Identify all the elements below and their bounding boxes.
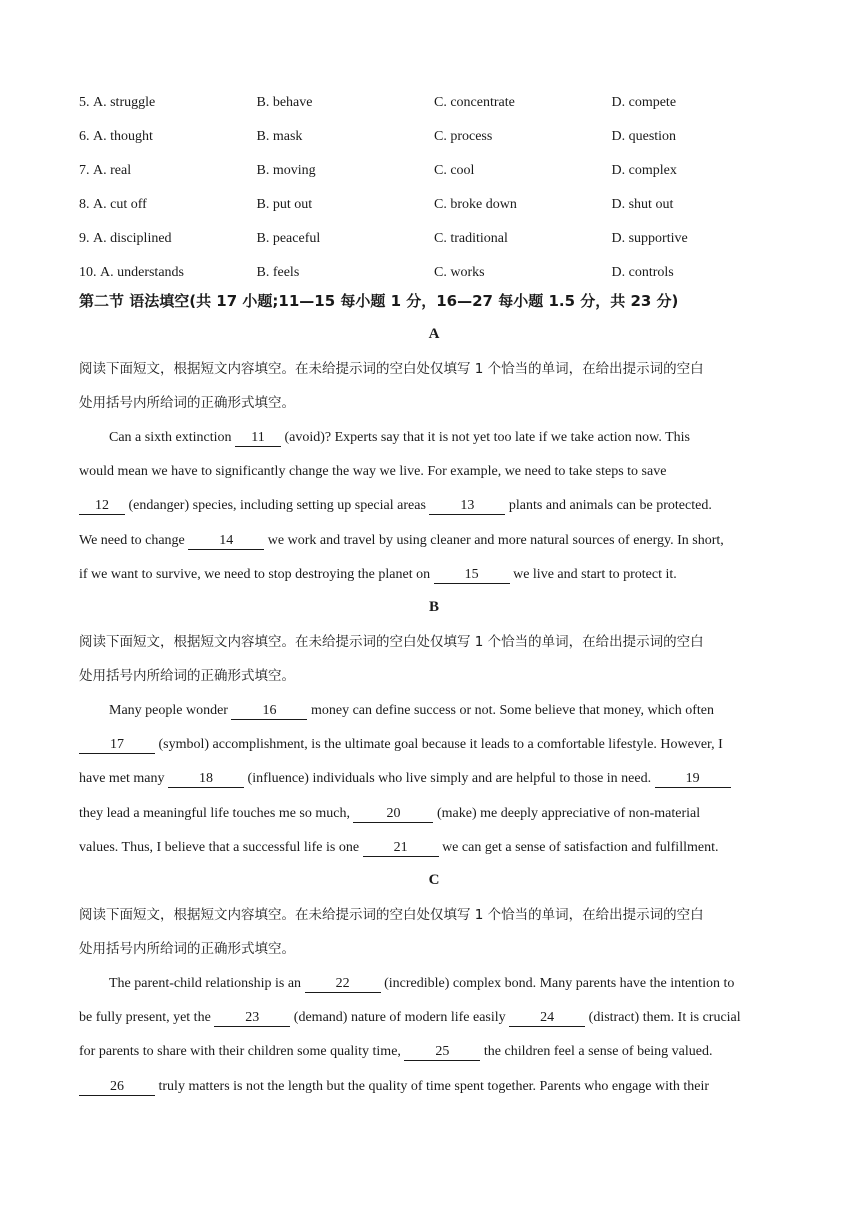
blank-23[interactable]: 23 [214,1010,290,1027]
passage-line: Many people wonder 16 money can define success or not. Some believe that money, which often [109,703,714,718]
blank-11[interactable]: 11 [235,430,281,447]
passage-a [79,421,819,592]
instruction-a [79,352,799,420]
blank-15[interactable]: 15 [434,567,510,584]
passage-line: 17 (symbol) accomplishment, is the ultimate goal because it leads to a comfortable lifestyle. However, I [79,728,819,762]
options-table [79,86,799,290]
passage-line: for parents to share with their children some quality time, 25 the children feel a sense of being valued. [79,1044,713,1060]
blank-13[interactable]: 13 [429,498,505,515]
passage-line: if we want to survive, we need to stop destroying the planet on 15 we live and start to protect it. [79,566,677,582]
blank-16[interactable]: 16 [231,703,307,720]
option-row-9 [79,222,799,256]
instruction-line: 阅读下面短文，根据短文内容填空。在未给提示词的空白处仅填写 1 个恰当的单词，在给出提示词的空白 [79,907,704,923]
option-c: C. process [434,129,493,144]
passage-line: We need to change 14 we work and travel by using cleaner and more natural sources of energy. In short, [79,532,724,548]
option-a: 5. A. struggle [79,95,156,110]
blank-26[interactable]: 26 [79,1079,155,1096]
option-c: C. concentrate [434,95,515,110]
option-b: B. mask [256,129,303,144]
blank-22[interactable]: 22 [305,976,381,993]
option-c: C. traditional [434,231,508,246]
option-b: B. moving [256,163,316,178]
option-row-8 [79,188,799,222]
blank-19[interactable]: 19 [655,771,731,788]
passage-letter-b: B [428,599,439,615]
option-row-6 [79,120,799,154]
option-b: B. behave [256,95,313,110]
option-a: 7. A. real [79,163,132,178]
option-row-7 [79,154,799,188]
passage-line: 12 (endanger) species, including setting up special areas 13 plants and animals can be protected. [79,489,819,523]
blank-20[interactable]: 20 [353,806,433,823]
passage-line: have met many 18 (influence) individuals who live simply and are helpful to those in need. 19 [79,762,819,796]
passage-line: values. Thus, I believe that a successful life is one 21 we can get a sense of satisfaction and fulfillment. [79,839,719,855]
option-d: D. complex [611,163,677,178]
option-a: 8. A. cut off [79,197,147,212]
passage-b [79,694,819,865]
blank-21[interactable]: 21 [363,840,439,857]
passage-line: they lead a meaningful life touches me so much, 20 (make) me deeply appreciative of non-material [79,805,701,821]
option-d: D. shut out [611,197,674,212]
instruction-line: 处用括号内所给词的正确形式填空。 [79,668,295,684]
blank-24[interactable]: 24 [509,1010,585,1027]
passage-line: 26 truly matters is not the length but the quality of time spent together. Parents who engage with their [79,1070,819,1104]
instruction-line: 处用括号内所给词的正确形式填空。 [79,941,295,957]
instruction-line: 处用括号内所给词的正确形式填空。 [79,395,295,411]
section-title: 第二节 语法填空(共 17 小题;11—15 每小题 1 分，16—27 每小题 1.5 分，共 23 分) [79,292,679,310]
option-b: B. feels [256,265,300,280]
passage-line: The parent-child relationship is an 22 (incredible) complex bond. Many parents have the intention to [109,976,735,991]
passage-letter-a: A [428,326,440,342]
option-b: B. peaceful [256,231,321,246]
instruction-b [79,625,799,693]
blank-25[interactable]: 25 [404,1044,480,1061]
instruction-line: 阅读下面短文，根据短文内容填空。在未给提示词的空白处仅填写 1 个恰当的单词，在给出提示词的空白 [79,361,704,377]
passage-line: Can a sixth extinction 11 (avoid)? Experts say that it is not yet too late if we take action now. This [109,430,690,445]
option-c: C. broke down [434,197,517,212]
option-row-5 [79,86,799,120]
option-a: 9. A. disciplined [79,231,172,246]
blank-12[interactable]: 12 [79,498,125,515]
blank-14[interactable]: 14 [188,533,264,550]
blank-17[interactable]: 17 [79,737,155,754]
option-a: 10. A. understands [79,265,184,280]
instruction-c [79,898,799,966]
passage-letter-c: C [428,872,440,888]
option-d: D. supportive [611,231,688,246]
option-d: D. compete [611,95,677,110]
option-row-10 [79,256,799,290]
option-d: D. controls [611,265,674,280]
instruction-line: 阅读下面短文，根据短文内容填空。在未给提示词的空白处仅填写 1 个恰当的单词，在给出提示词的空白 [79,634,704,650]
passage-line: would mean we have to significantly change the way we live. For example, we need to take steps to save [79,464,667,480]
option-a: 6. A. thought [79,129,153,144]
passage-c [79,967,819,1104]
option-c: C. cool [434,163,475,178]
passage-line: be fully present, yet the 23 (demand) nature of modern life easily 24 (distract) them. It is crucial [79,1010,741,1026]
option-b: B. put out [256,197,313,212]
option-c: C. works [434,265,485,280]
blank-18[interactable]: 18 [168,771,244,788]
option-d: D. question [611,129,677,144]
